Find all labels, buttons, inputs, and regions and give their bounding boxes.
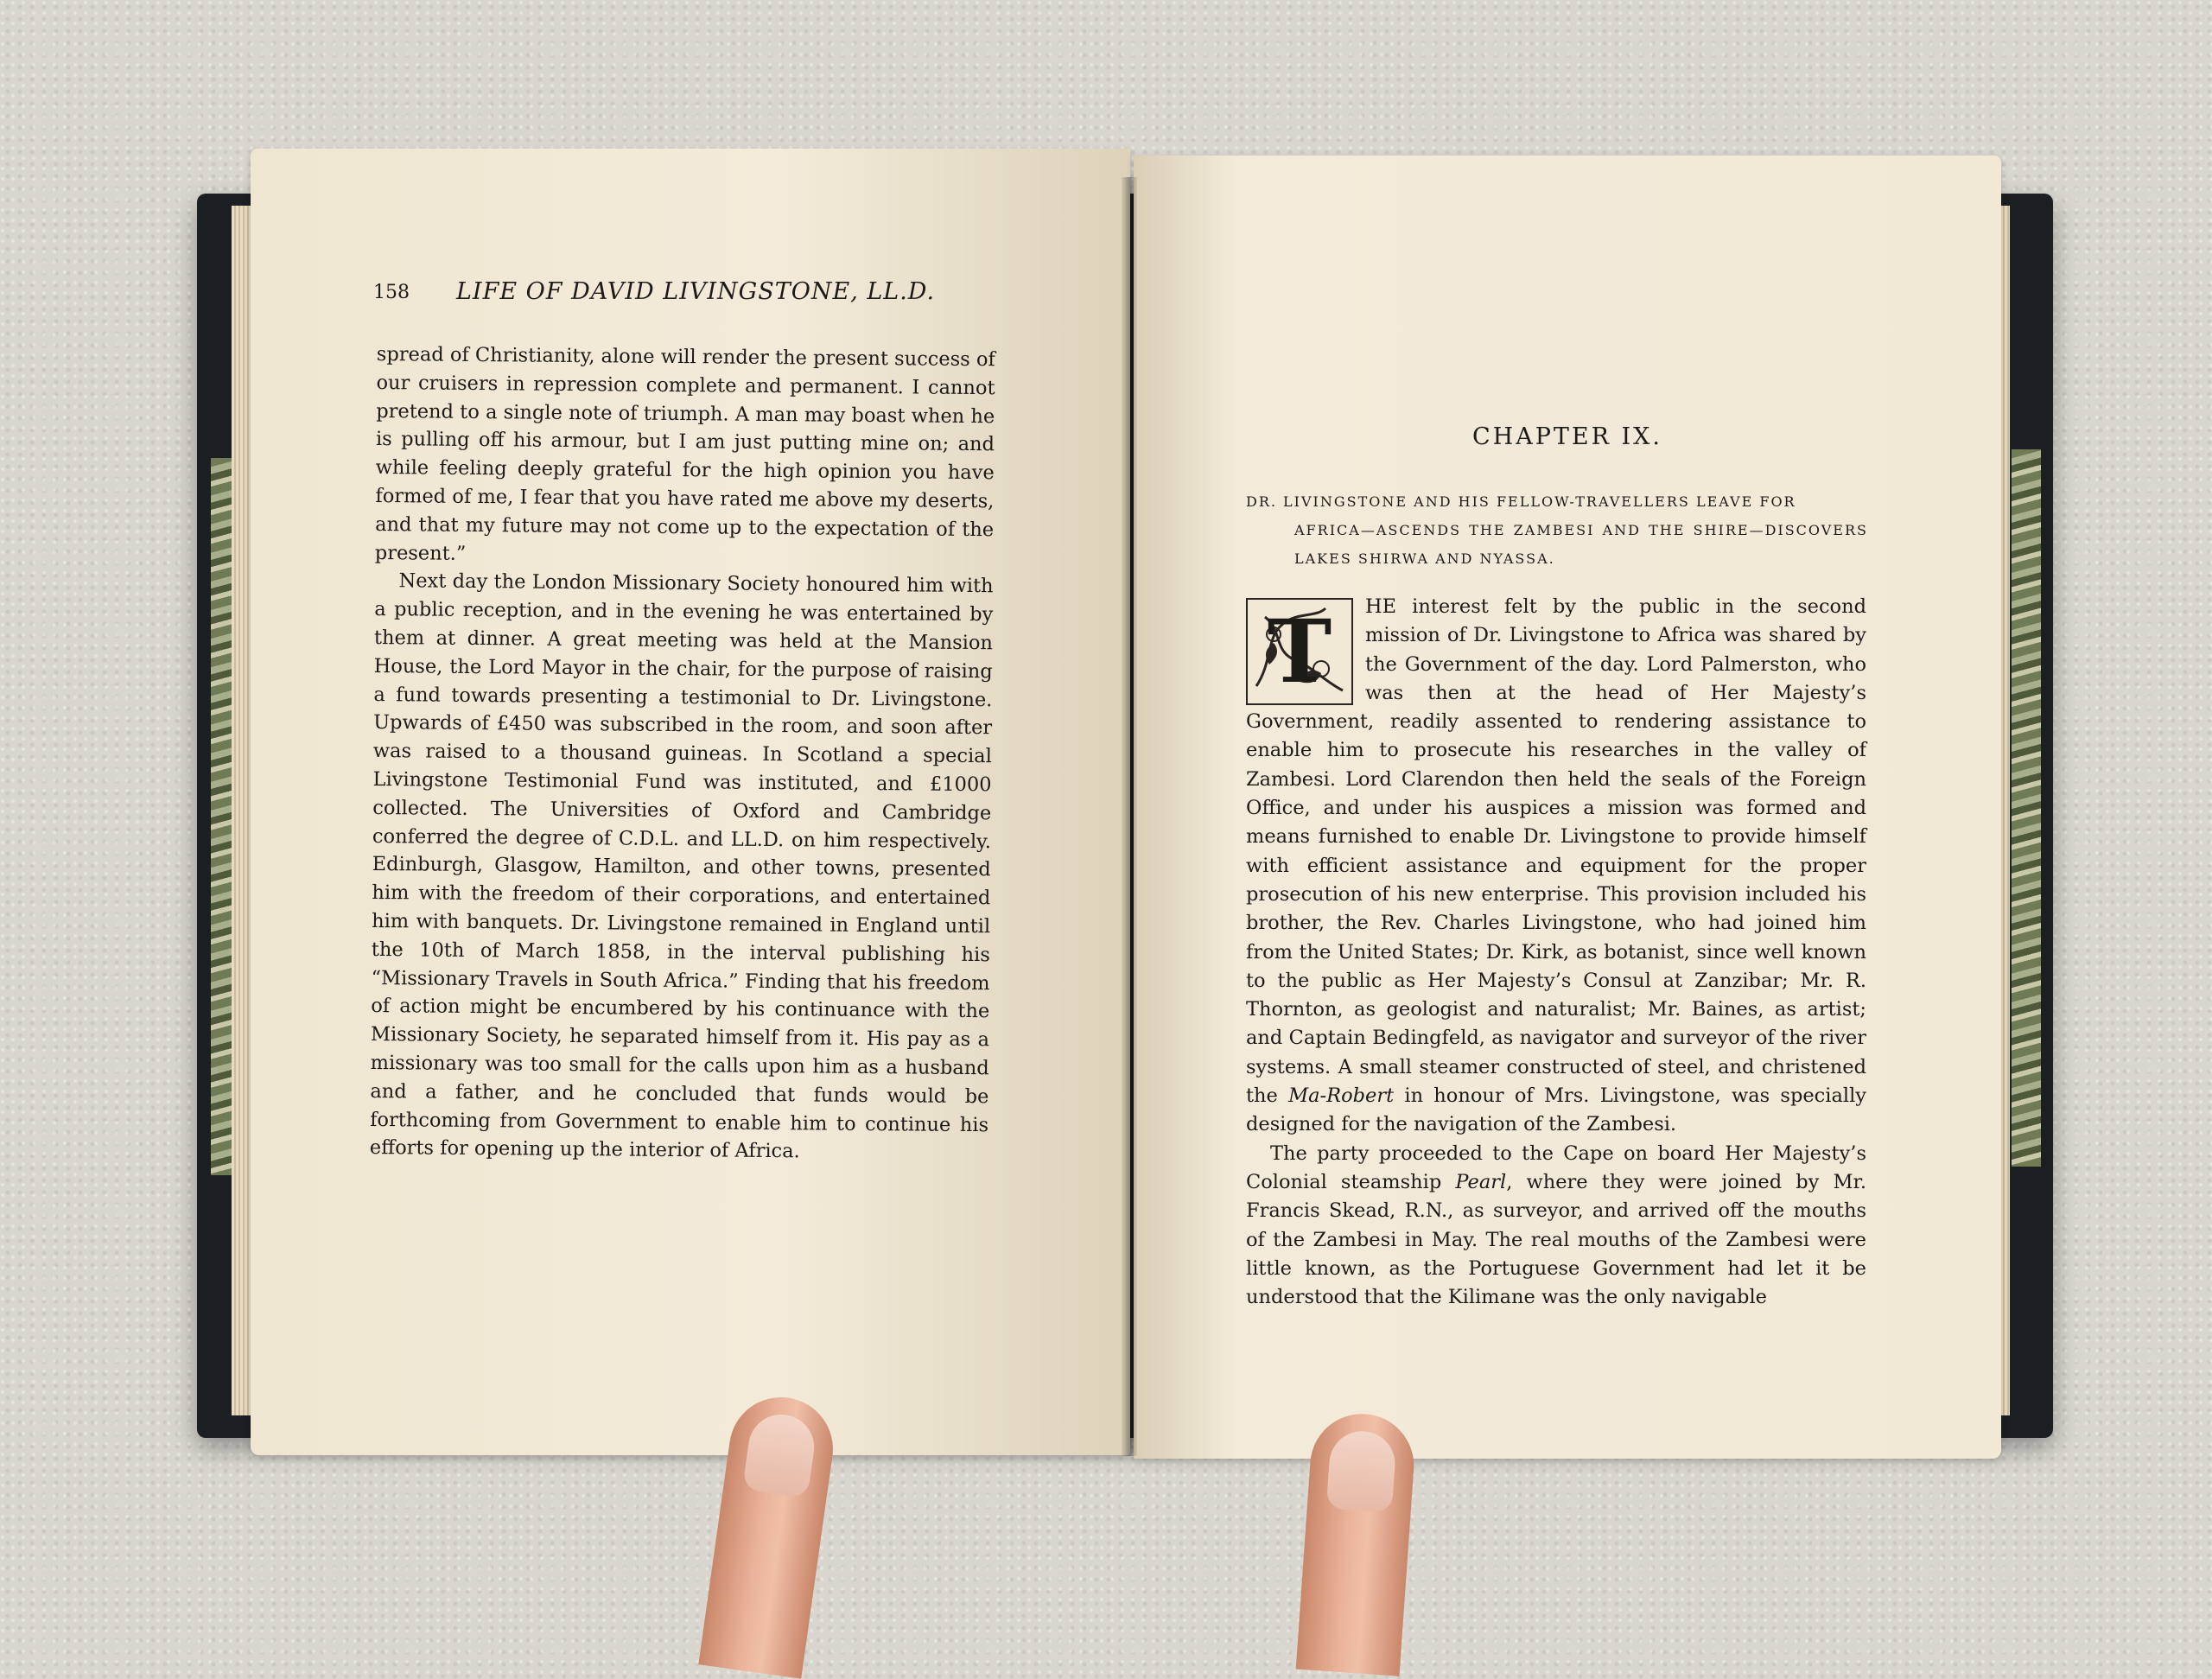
chapter-summary-line: AFRICA—ASCENDS THE ZAMBESI AND THE SHIRE—DISCOVERS LAKES SHIRWA AND NYASSA. [1294, 522, 1868, 567]
book-gutter [1122, 177, 1137, 1456]
fingernail [742, 1410, 818, 1498]
ship-name: Pearl [1455, 1170, 1507, 1193]
paragraph-text: HE interest felt by the public in the second mission of Dr. Livingstone to Africa was shared by the Government of the day. Lord Palmerston, who was then at the head of Her Majesty’s Government, readily assented to rendering assistance to enable him to prosecute his researches in the valley of Zambesi. Lord Clarendon then held the seals of the Foreign Office, and under his auspices a mission was formed and means furnished to enable Dr. Livingstone to provide himself with efficient assistance and equipment for the proper prosecution of his new enterprise. This provision included his brother, the Rev. Charles Livingstone, who had joined him from the United States; Dr. Kirk, as botanist, since well known to the public as Her Majesty’s Consul at Zanzibar; Mr. R. Thornton, as geologist and naturalist; Mr. Baines, as artist; and Captain Bedingfeld, as navigator and surveyor of the river systems. A small steamer constructed of steel, and christened the [1246, 595, 1866, 1108]
paragraph [1246, 593, 1866, 1140]
ship-name: Ma-Robert [1288, 1084, 1395, 1108]
marbled-edge-right [2012, 449, 2041, 1167]
right-page [1134, 156, 2001, 1459]
paragraph-text: , where they were joined by Mr. Francis Skead, R.N., as surveyor, and arrived off the mouths of the Zambesi in May. The real mouths of the Zambesi were little known, as the Portuguese Government had let it be understood that the Kilimane was the only navigable [1246, 1170, 1866, 1309]
paragraph-text: in honour of Mrs. Livingstone, was specially designed for the navigation of the Zambesi. [1246, 1084, 1866, 1136]
left-page [251, 149, 1130, 1455]
chapter-title: CHAPTER IX. [1472, 423, 1662, 450]
finger-right [1296, 1410, 1418, 1676]
drop-cap-ornament [1246, 598, 1353, 705]
paragraph [1246, 1140, 1866, 1313]
running-head: LIFE OF DAVID LIVINGSTONE, LL.D. [456, 278, 936, 305]
fingernail [1326, 1429, 1397, 1513]
paragraph: spread of Christianity, alone will render the present success of our cruisers in repression complete and permanent. I cannot pretend to a single note of triumph. A man may boast when he is pulling off his armour, but I am just putting mine on; and while feeling deeply grateful for the high opinion you have formed of me, I fear that you have rated me above my deserts, and that my future may not come up to the expectation of the present.” [374, 342, 995, 565]
right-page-text [1246, 593, 1866, 1312]
chapter-summary [1246, 487, 1868, 573]
page-number: 158 [373, 282, 410, 303]
drop-cap-letter: T [1267, 601, 1332, 703]
chapter-summary-line: DR. LIVINGSTONE AND HIS FELLOW-TRAVELLERS LEAVE FOR [1246, 493, 1796, 510]
paragraph: Next day the London Missionary Society honoured him with a public reception, and in the evening he was entertained by them at dinner. A great meeting was held at the Mansion House, the Lord Mayor in the chair, for the purpose of raising a fund towards presenting a testimonial to Dr. Livingstone. Upwards of £450 was subscribed in the room, and soon after was raised to a thousand guineas. In Scotland a special Livingstone Testimonial Fund was instituted, and £1000 collected. The Universities of Oxford and Cambridge conferred the degree of C.D.L. and LL.D. on him respectively. Edinburgh, Glasgow, Hamilton, and other towns, presented him with the freedom of their corporations, and entertained him with banquets. Dr. Livingstone remained in England until the 10th of March 1858, in the interval publishing his “Missionary Travels in South Africa.” Finding that his freedom of action might be encumbered by his continuance with the Missionary Society, he separated himself from it. His pay as a missionary was too small for the calls upon him as a husband and a father, and he concluded that funds would be forthcoming from Government to enable him to continue his efforts for opening up the interior of Africa. [369, 569, 994, 1163]
left-page-text [370, 340, 995, 1167]
paragraph-text: The party proceeded to the Cape on board Her Majesty’s Colonial steamship [1246, 1142, 1866, 1193]
